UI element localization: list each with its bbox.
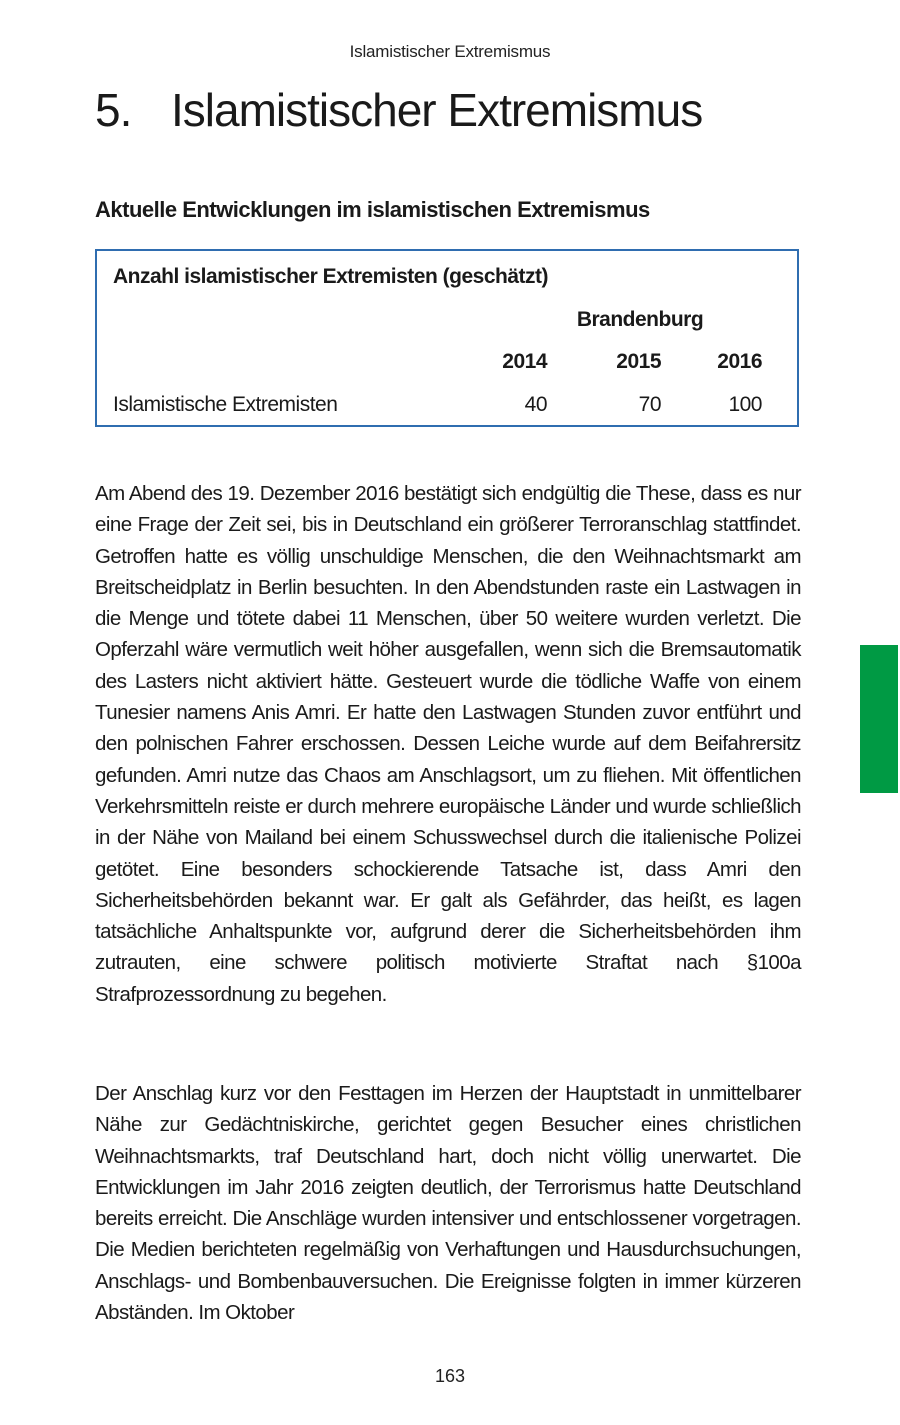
value-2016: 100 — [728, 393, 762, 416]
chapter-title — [95, 82, 702, 138]
year-header-2016: 2016 — [717, 350, 762, 373]
chapter-side-tab — [860, 645, 898, 793]
year-header-2015: 2015 — [616, 350, 661, 373]
page-number: 163 — [434, 1366, 466, 1386]
value-2014: 40 — [524, 393, 547, 416]
body-paragraph-1: Am Abend des 19. Dezember 2016 bestätigt sich endgültig die These, dass es nur eine Frage der Zeit sei, bis in Deutschland ein größerer Terroranschlag stattfindet. Getroffen hatte es völlig unschuldige Menschen, die den Weihnachtsmarkt am Breitscheidplatz in Berlin besuchten. In den Abendstunden raste ein Lastwagen in die Menge und tötete dabei 11 Menschen, über 50 weitere wurden verletzt. Die Opferzahl wäre vermutlich weit höher ausgefallen, wenn sich die Bremsautomatik des Lasters nicht aktiviert hätte. Gesteuert wurde die tödliche Waffe von einem Tunesier namens Anis Amri. Er hatte den Lastwagen Stunden zuvor entführt und den polnischen Fahrer erschossen. Dessen Leiche wurde auf dem Beifahrersitz gefunden. Amri nutze das Chaos am Anschlagsort, um zu fliehen. Mit öffentlichen Verkehrsmitteln reiste er durch mehrere europäische Länder und wurde schließlich in der Nähe von Mailand bei einem Schusswechsel durch die italienische Polizei getötet. Eine besonders schockierende Tatsache ist, dass Amri den Sicherheitsbehörden bekannt war. Er galt als Gefährder, das heißt, es lagen tatsächliche Anhaltspunkte vor, aufgrund derer die Sicherheitsbehörden ihm zutrauten, eine schwere politisch motivierte Straftat nach §100a Strafprozessordnung zu begehen. — [95, 482, 801, 1006]
body-paragraph-2: Der Anschlag kurz vor den Festtagen im Herzen der Hauptstadt in unmittelbarer Nähe zur Gedächtniskirche, gerichtet gegen Besucher eines christlichen Weihnachtsmarkts, traf Deutschland hart, doch nicht völlig unerwartet. Die Entwicklungen im Jahr 2016 zeigten deutlich, der Terrorismus hatte Deutschland bereits erreicht. Die Anschläge wurden intensiver und entschlossener vorgetragen. Die Medien berichteten regelmäßig von Verhaftungen und Hausdurchsuchungen, Anschlags- und Bombenbauversuchen. Die Ereignisse folgten in immer kürzeren Abständen. Im Oktober — [95, 1082, 801, 1325]
statistics-box-title: Anzahl islamistischer Extremisten (geschätzt) — [113, 265, 548, 288]
statistics-box — [95, 249, 799, 427]
value-2015: 70 — [638, 393, 661, 416]
chapter-title-text: Islamistischer Extremismus — [171, 84, 703, 136]
row-label: Islamistische Extremisten — [113, 393, 338, 416]
region-header: Brandenburg — [576, 308, 704, 331]
section-heading: Aktuelle Entwicklungen im islamistischen Extremismus — [95, 197, 650, 222]
chapter-number: 5. — [95, 84, 132, 136]
running-header: Islamistischer Extremismus — [349, 42, 551, 61]
year-header-2014: 2014 — [502, 350, 547, 373]
